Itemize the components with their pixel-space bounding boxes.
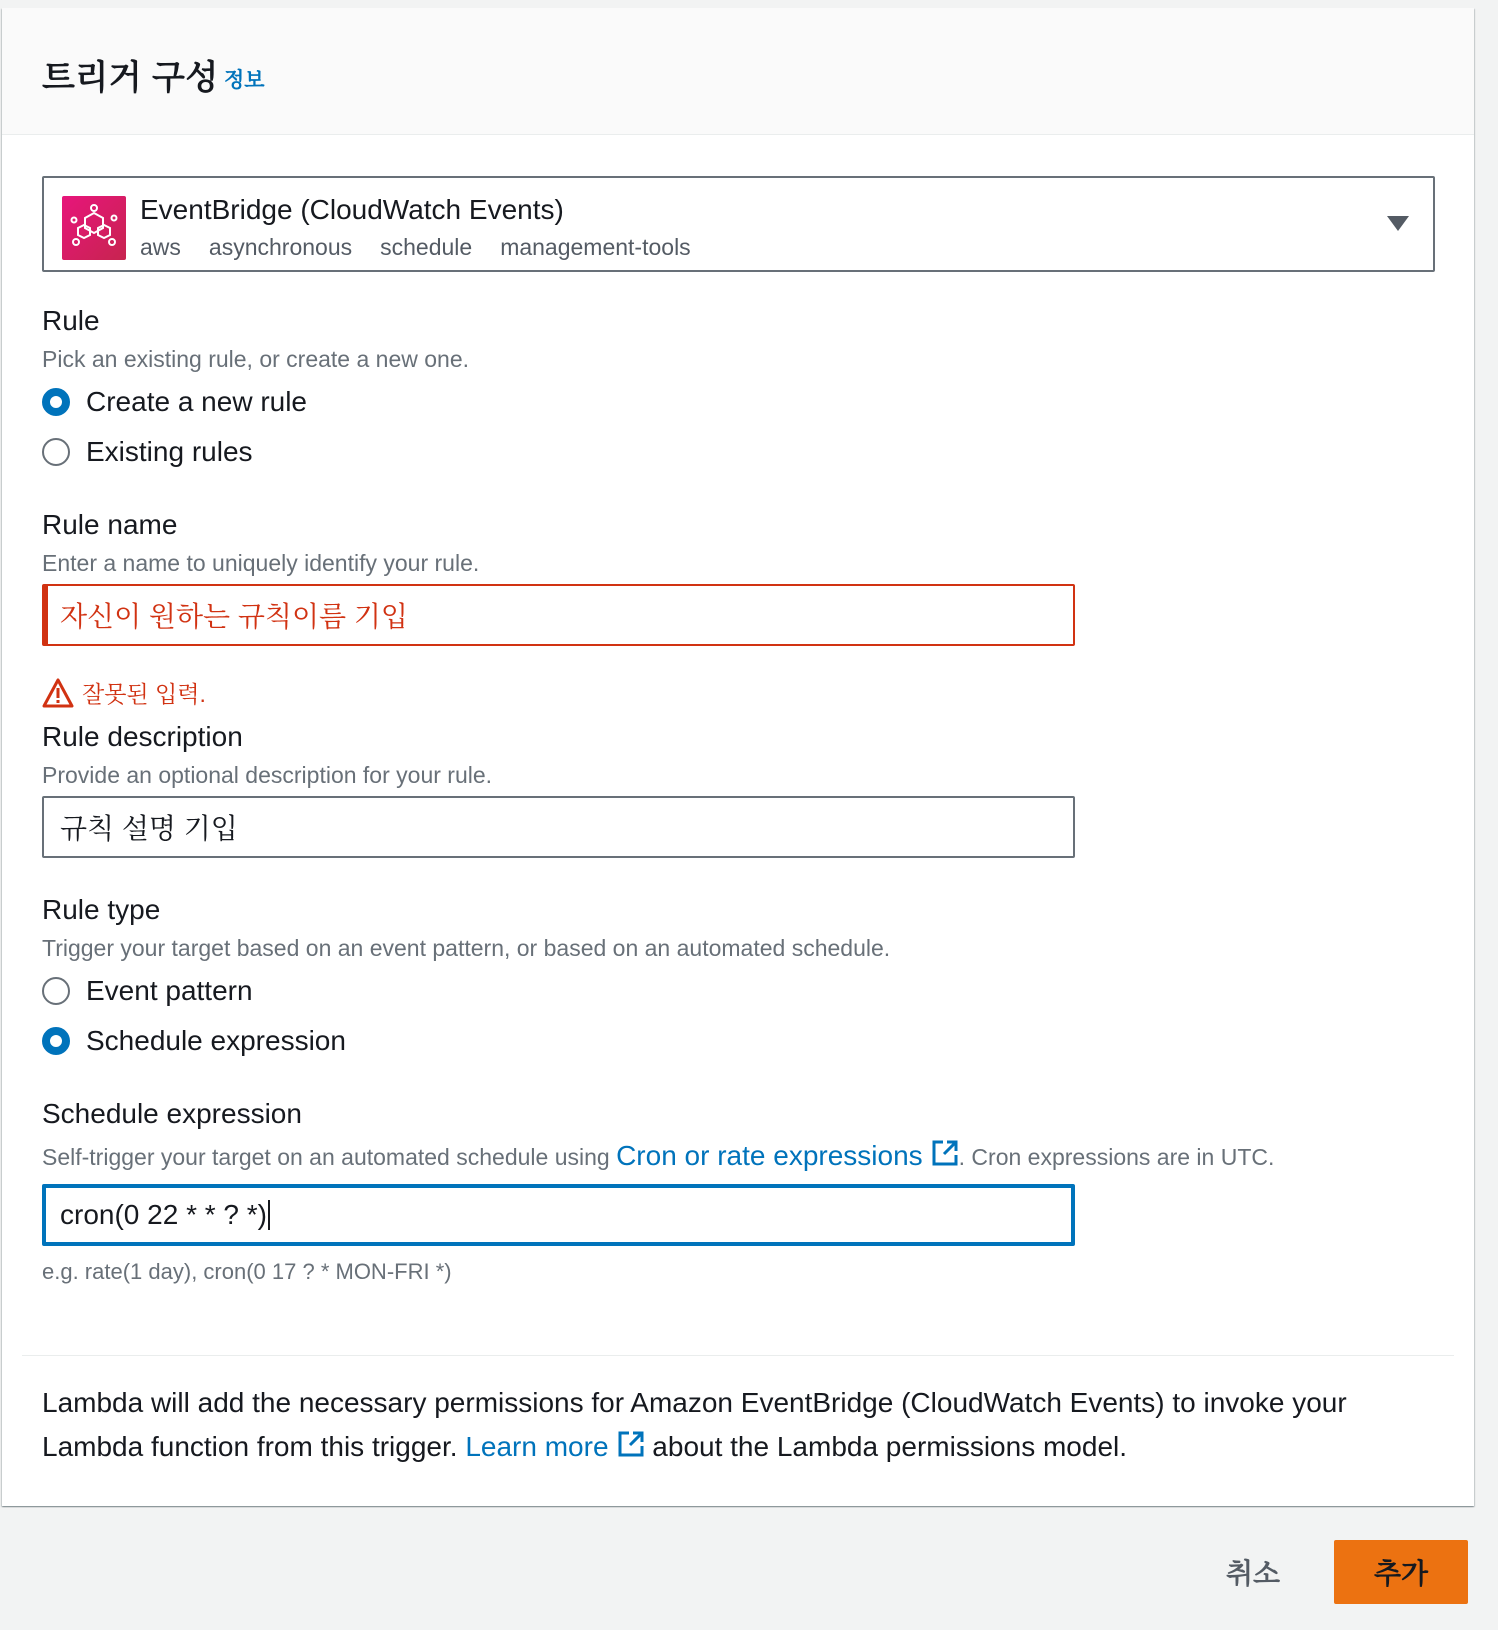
warning-icon bbox=[42, 678, 74, 708]
info-link[interactable]: 정보 bbox=[224, 69, 265, 92]
radio-label: Schedule expression bbox=[86, 1025, 346, 1056]
radio-label: Event pattern bbox=[86, 975, 253, 1006]
schedule-expression-hint: e.g. rate(1 day), cron(0 17 ? * MON-FRI *) bbox=[42, 1259, 452, 1284]
rule-name-error bbox=[42, 676, 206, 709]
error-message: 잘못된 입력. bbox=[82, 681, 206, 707]
divider bbox=[22, 1355, 1454, 1356]
tag: aws bbox=[140, 234, 181, 260]
desc-text: . Cron expressions are in UTC. bbox=[958, 1144, 1275, 1170]
radio-label: Existing rules bbox=[86, 436, 253, 467]
learn-more-link[interactable]: Learn more bbox=[465, 1431, 609, 1462]
radio-label: Create a new rule bbox=[86, 386, 308, 417]
trigger-source-tags bbox=[140, 234, 719, 261]
cron-docs-link[interactable]: Cron or rate expressions bbox=[616, 1140, 923, 1171]
rule-name-input[interactable] bbox=[42, 584, 1075, 646]
schedule-expression-value: cron(0 22 * * ? *) bbox=[60, 1199, 267, 1230]
schedule-expression-label: Schedule expression bbox=[42, 1098, 302, 1129]
rule-description-label: Rule description bbox=[42, 721, 243, 752]
radio-button[interactable] bbox=[42, 438, 70, 466]
radio-button[interactable] bbox=[42, 977, 70, 1005]
cancel-button[interactable]: 취소 bbox=[1225, 1558, 1281, 1589]
text-cursor bbox=[268, 1200, 270, 1230]
desc-text: Self-trigger your target on an automated schedule using bbox=[42, 1144, 617, 1170]
radio-event-pattern[interactable] bbox=[42, 974, 253, 1008]
trigger-source-name: EventBridge (CloudWatch Events) bbox=[140, 194, 564, 225]
tag: management-tools bbox=[500, 234, 691, 260]
rule-type-label: Rule type bbox=[42, 894, 161, 925]
perm-text: Lambda will add the necessary permissions for Amazon EventBridge (CloudWatch Events) to invoke your Lambda function from this trigger. bbox=[42, 1387, 1347, 1462]
external-link-icon[interactable] bbox=[931, 1139, 959, 1167]
rule-description-value: 규칙 설명 기입 bbox=[60, 813, 238, 844]
schedule-expression-input[interactable] bbox=[42, 1184, 1075, 1246]
add-button[interactable]: 추가 bbox=[1334, 1540, 1468, 1604]
tag: asynchronous bbox=[208, 234, 353, 260]
external-link-icon[interactable] bbox=[617, 1430, 645, 1458]
rule-description-help: Provide an optional description for your rule. bbox=[42, 762, 493, 788]
rule-description-text: Pick an existing rule, or create a new one. bbox=[42, 346, 470, 372]
radio-existing-rules[interactable] bbox=[42, 435, 253, 469]
trigger-source-select[interactable] bbox=[42, 176, 1435, 272]
rule-label: Rule bbox=[42, 305, 100, 336]
rule-name-value: 자신이 원하는 규칙이름 기입 bbox=[60, 601, 408, 632]
trigger-config-panel bbox=[2, 8, 1474, 1506]
page-title: 트리거 구성 bbox=[42, 59, 219, 97]
panel-header bbox=[2, 8, 1474, 135]
radio-schedule-expression[interactable] bbox=[42, 1024, 346, 1058]
tag: schedule bbox=[380, 234, 473, 260]
rule-description-input[interactable] bbox=[42, 796, 1075, 858]
rule-name-description: Enter a name to uniquely identify your rule. bbox=[42, 550, 480, 576]
radio-button[interactable] bbox=[42, 388, 70, 416]
schedule-expression-description bbox=[42, 1139, 1274, 1172]
rule-type-description: Trigger your target based on an event pattern, or based on an automated schedule. bbox=[42, 935, 891, 961]
radio-create-new-rule[interactable] bbox=[42, 385, 307, 419]
perm-text: about the Lambda permissions model. bbox=[644, 1431, 1128, 1462]
caret-down-icon bbox=[1387, 216, 1409, 231]
radio-button[interactable] bbox=[42, 1027, 70, 1055]
permissions-notice bbox=[42, 1381, 1422, 1469]
eventbridge-icon bbox=[62, 196, 126, 260]
rule-name-label: Rule name bbox=[42, 509, 178, 540]
